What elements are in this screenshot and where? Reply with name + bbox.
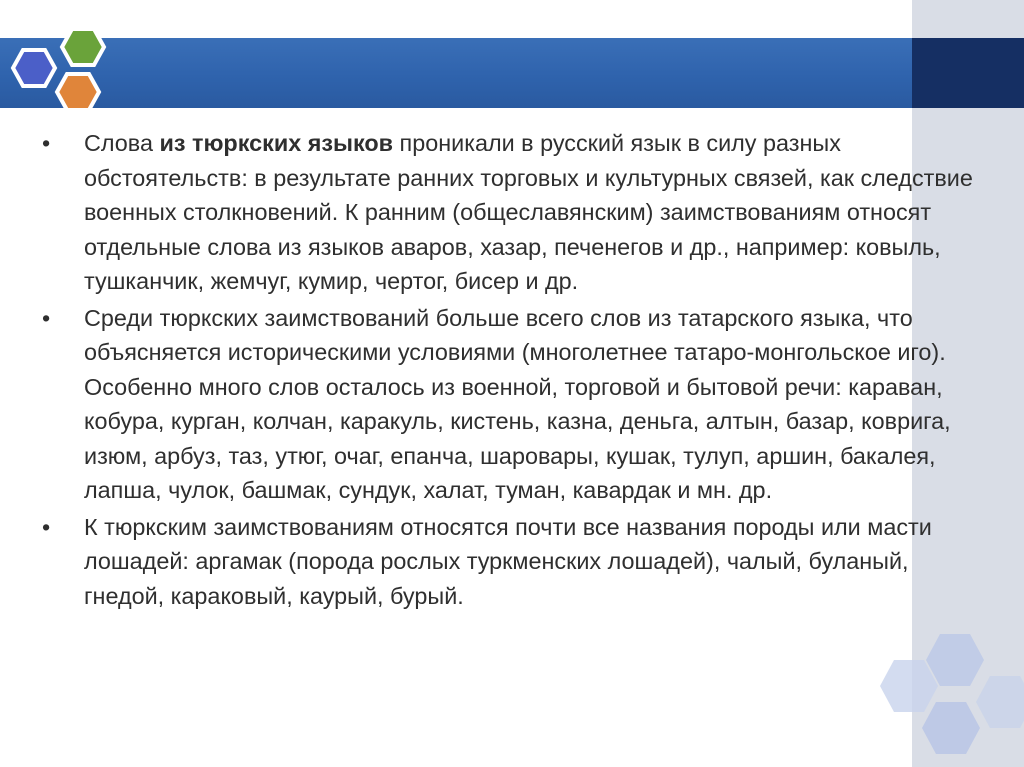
header-band (0, 38, 912, 108)
bullet-text: Среди тюркских заимствований больше всего слов из татарского языка, что объясняется историческими условиями (многолетнее татаро-монгольское иго). Особенно много слов осталось из военной, торговой и бытовой речи: караван, кобура, курган, колчан, каракуль, кистень, казна, деньга, алтын, базар, коврига, изюм, арбуз, таз, утюг, очаг, епанча, шаровары, кушак, тулуп, аршин, бакалея, лапша, чулок, башмак, сундук, халат, туман, кавардак и мн. др. (84, 304, 951, 503)
bullet-tatar-borrowings (42, 301, 982, 508)
bullet-turkic-sources (42, 126, 982, 299)
hexagon-logo-icon (0, 0, 120, 120)
bullet-marker: • (42, 513, 51, 540)
decorative-hexagons-icon (880, 620, 1024, 767)
bullet-text: К тюркским заимствованиям относятся почти все названия породы или масти лошадей: аргамак (порода рослых туркменских лошадей), чалый, буланый, гнедой, караковый, каурый, бурый. (84, 513, 932, 609)
green-hexagon (62, 29, 104, 65)
bullet-marker: • (42, 304, 51, 331)
bullet-horse-names (42, 510, 982, 614)
slide-content (42, 126, 982, 615)
orange-hexagon (57, 74, 99, 110)
bullet-text-bold: из тюркских языков (159, 130, 394, 156)
header-band-dark-block (912, 38, 1024, 108)
bullet-text-pre: Слова (84, 130, 160, 156)
bullet-marker: • (42, 130, 51, 156)
bullet-text-post: проникали в русский язык в силу разных обстоятельств: в результате ранних торговых и культурных связей, как следствие военных столкновений. К ранним (общеславянским) заимствованиям относят отдельные слова из языков аваров, хазар, печенегов и др., например: ковыль, тушканчик, жемчуг, кумир, чертог, бисер и др. (84, 130, 973, 294)
blue-hexagon (13, 50, 55, 86)
